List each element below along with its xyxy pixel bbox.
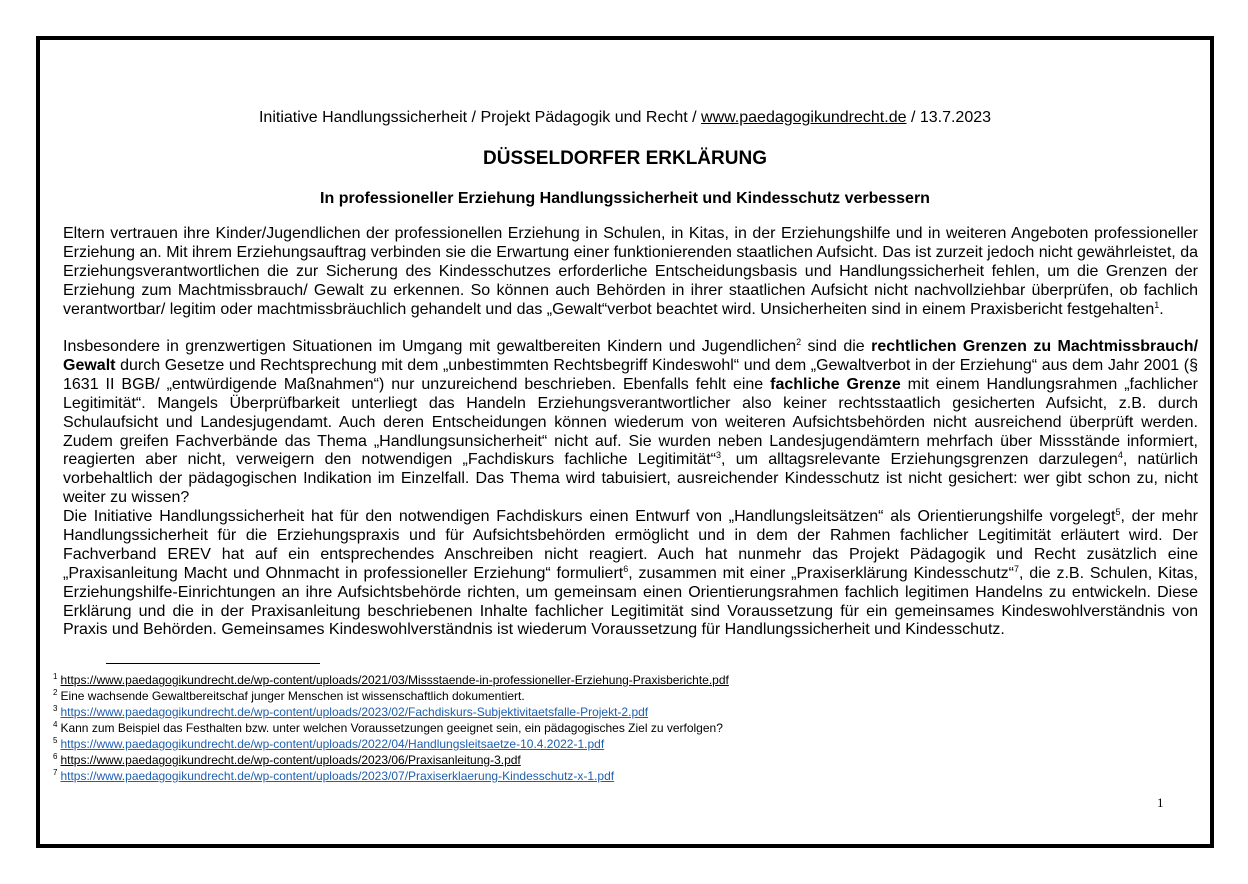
header-line (40, 108, 1210, 128)
header-prefix: Initiative Handlungssicherheit / Projekt Pädagogik und Recht / (258, 109, 702, 126)
footnote-ref-5: 5 (1115, 507, 1121, 517)
footnote-1 (53, 672, 1193, 688)
footnote-ref-2: 2 (796, 337, 802, 347)
paragraph-2 (63, 338, 1198, 508)
page-number: 1 (1157, 795, 1164, 810)
footnote-link-6[interactable]: https://www.paedagogikundrecht.de/wp-content/uploads/2023/06/Praxisanleitung-3.pdf (60, 753, 521, 767)
footnote-number: 7 (53, 768, 58, 777)
paragraph-2-text-a: Insbesondere in grenzwertigen Situationen im Umgang mit gewaltbereiten Kindern und Jugendlichen (63, 338, 797, 355)
paragraph-2-text-b: sind die (801, 338, 872, 355)
footnote-3 (53, 704, 1193, 720)
paragraph-1 (63, 225, 1198, 320)
paragraph-1-text: Eltern vertrauen ihre Kinder/Jugendlichen der professionellen Erziehung in Schulen, in Kitas, in der Erziehungshilfe und in weiteren Angeboten professioneller Erziehung an. Mit ihrem Erziehungsauftrag verbinden sie die Erwartung einer funktionierenden staatlichen Aufsicht. Das ist zurzeit jedoch nicht gewährleistet, da Erziehungsverantwortlichen die zur Sicherung des Kindesschutzes erforderliche Entscheidungsbasis und Handlungssicherheit fehlen, um die Grenzen der Erziehung zum Machtmissbrauch/ Gewalt zu erkennen. So können auch Behörden in ihrer staatlichen Aufsicht nicht nachvollziehbar überprüfen, ob fachlich verantwortbar/ legitim oder machtmissbräuchlich gehandelt und das „Gewalt“verbot beachtet wird. Unsicherheiten sind in einem Praxisbericht festgehalten (63, 225, 1198, 318)
footnote-5 (53, 736, 1193, 752)
footnote-link-7[interactable]: https://www.paedagogikundrecht.de/wp-content/uploads/2023/07/Praxiserklaerung-Kindesschutz-x-1.pdf (60, 769, 615, 783)
paragraph-2-text-e: , um alltagsrelevante Erziehungsgrenzen darzulegen (721, 451, 1118, 469)
footnote-ref-3: 3 (716, 450, 722, 461)
footnote-number: 3 (53, 704, 58, 713)
paragraph-3 (63, 508, 1198, 640)
footnote-number: 6 (53, 752, 58, 761)
paragraph-3-text-c: , zusammen mit einer „Praxiserklärung Kindesschutz“ (628, 564, 1014, 582)
footnotes (53, 672, 1193, 784)
paragraph-3-text-d: , die z.B. Schulen, Kitas, Erziehungshilfe-Einrichtungen an ihre Aufsichtsbehörde richten, um gemeinsam einen Orientierungsrahmen fachlich legitimen Handelns zu entwickeln. Diese Erklärung und die in der Praxisanleitung beschriebenen Inhalte fachlicher Legitimität sind Voraussetzung für ein gemeinsames Kindeswohlverständnis von Praxis und Behörden. Gemeinsames Kindeswohlverständnis ist wiederum Voraussetzung für Handlungssicherheit und Kindesschutz. (63, 564, 1198, 639)
document-subtitle: In professioneller Erziehung Handlungssicherheit und Kindesschutz verbessern (320, 190, 930, 207)
footnote-6 (53, 752, 1193, 768)
footnote-number: 2 (53, 688, 58, 697)
paragraph-2-bold-legal-limits: rechtlichen Grenzen zu Machtmissbrauch/ Gewalt (63, 338, 1199, 374)
footnote-ref-1: 1 (1154, 299, 1160, 310)
footnote-number: 5 (53, 736, 58, 745)
footnote-7 (53, 768, 1193, 784)
footnote-4 (53, 720, 1193, 736)
footnote-link-1[interactable]: https://www.paedagogikundrecht.de/wp-content/uploads/2021/03/Missstaende-in-professioneller-Erziehung-Praxisberichte.pdf (60, 673, 729, 687)
header-website-link[interactable]: www.paedagogikundrecht.de (701, 109, 907, 126)
footnote-number: 4 (53, 720, 58, 729)
paragraph-3-text-b: , der mehr Handlungssicherheit für die Erziehungspraxis und für Aufsichtsbehörden ermöglicht und in dem der Rahmen fachlicher Legitimität erläutert wird. Der Fachverband EREV hat auf ein entsprechendes Anschreiben nicht reagiert. Auch hat nunmehr das Projekt Pädagogik und Recht zusätzlich eine „Praxisanleitung Macht und Ohnmacht in professioneller Erziehung“ formuliert (63, 508, 1198, 582)
footnote-text-2: Eine wachsende Gewaltbereitschaf junger Menschen ist wissenschaftlich dokumentiert. (60, 689, 525, 703)
paragraph-1-end: . (1159, 300, 1164, 318)
document-page (36, 36, 1214, 848)
document-title: DÜSSELDORFER ERKLÄRUNG (483, 148, 767, 169)
footnote-2 (53, 688, 1193, 704)
footnote-separator (106, 663, 320, 664)
footnote-number: 1 (53, 672, 58, 681)
footnote-ref-6: 6 (623, 563, 629, 574)
header-date: / 13.7.2023 (906, 109, 992, 126)
paragraph-2-bold-professional-limit: fachliche Grenze (770, 375, 901, 393)
paragraph-2-text-c: durch Gesetze und Rechtsprechung mit dem „unbestimmten Rechtsbegriff Kindeswohl“ und dem „Gewaltverbot in der Erziehung“ aus dem Jahr 2001 (§ 1631 II BGB/ „entwürdigende Maßnahmen“) nur unzureichend beschrieben. Ebenfalls fehlt eine (63, 356, 1198, 393)
footnote-text-4: Kann zum Beispiel das Festhalten bzw. unter welchen Voraussetzungen geeignet sein, ein pädagogisches Ziel zu verfolgen? (60, 721, 723, 735)
footnote-link-5[interactable]: https://www.paedagogikundrecht.de/wp-content/uploads/2022/04/Handlungsleitsaetze-10.4.2022-1.pdf (60, 737, 605, 751)
footnote-ref-7: 7 (1014, 563, 1020, 574)
paragraph-2-text-d: mit einem Handlungsrahmen „fachlicher Legitimität“. Mangels Überprüfbarkeit unterliegt das Handeln Erziehungsverantwortlicher also keiner rechtsstaatlich gesicherten Aufsicht, z.B. durch Schulaufsicht und Landesjugendamt. Auch deren Entscheidungen können wiederum von weiteren Aufsichtsbehörden nicht ausreichend überprüft werden. Zudem greifen Fachverbände das Thema „Handlungsunsicherheit“ nicht auf. Sie wurden neben Landesjugendämtern mehrfach über Missstände informiert, reagierten aber nicht, verweigern den notwendigen „Fachdiskurs fachliche Legitimität“ (63, 375, 1199, 469)
footnote-ref-4: 4 (1117, 450, 1123, 461)
paragraph-3-text-a: Die Initiative Handlungssicherheit hat für den notwendigen Fachdiskurs einen Entwurf von „Handlungsleitsätzen“ als Orientierungshilfe vorgelegt (63, 508, 1116, 525)
footnote-link-3[interactable]: https://www.paedagogikundrecht.de/wp-content/uploads/2023/02/Fachdiskurs-Subjektivitaetsfalle-Projekt-2.pdf (60, 705, 649, 719)
paragraph-2-text-f: , natürlich vorbehaltlich der pädagogischen Indikation im Einzelfall. Das Thema wird tabuisiert, ausreichender Kindesschutz ist nicht gesichert: wer gibt schon zu, nicht weiter zu wissen? (63, 451, 1199, 507)
